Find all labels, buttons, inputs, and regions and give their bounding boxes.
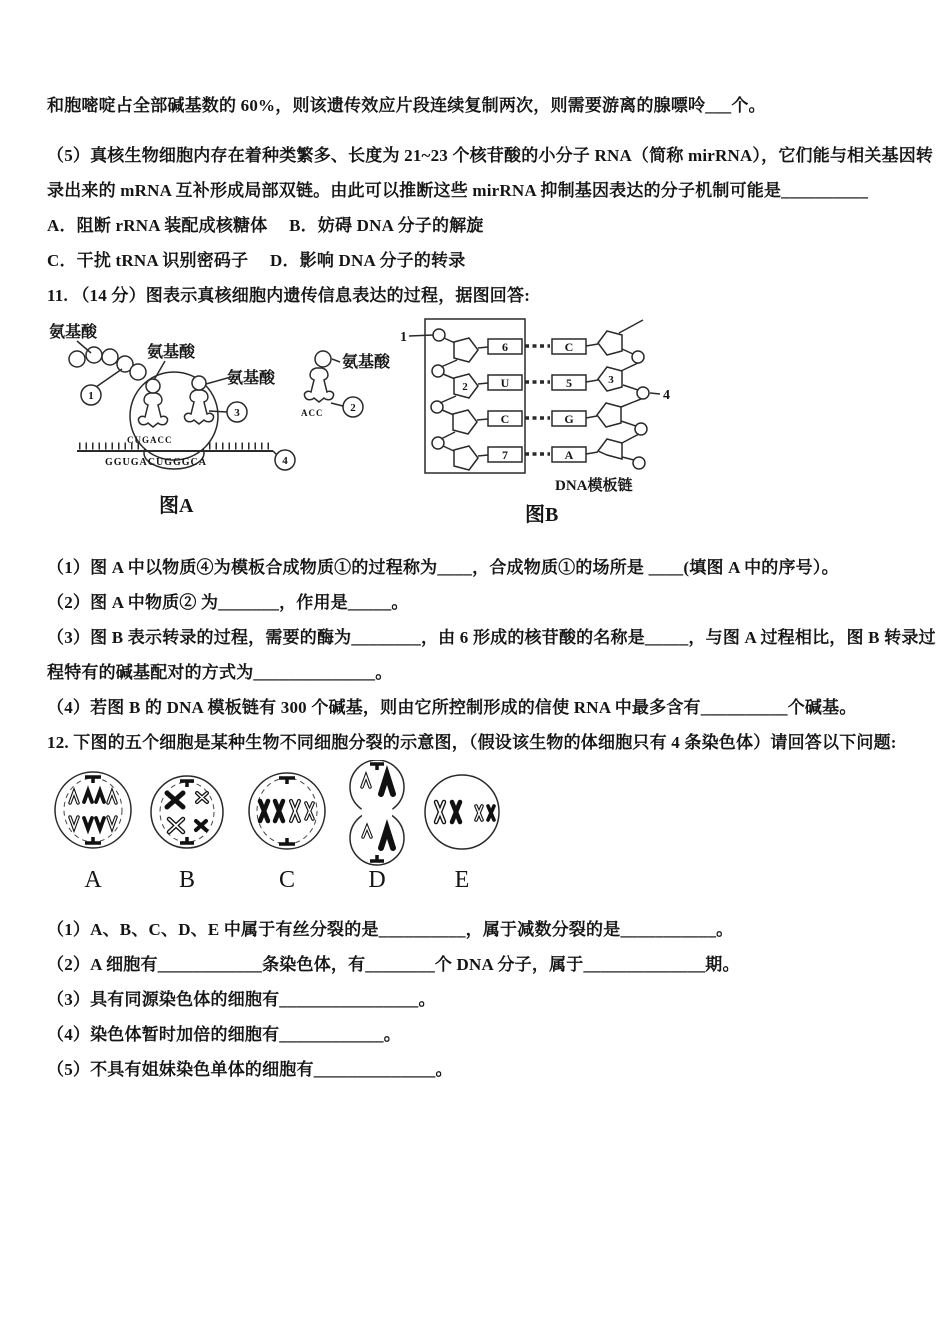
cell-b (151, 776, 223, 848)
q12-sub1: （1）A、B、C、D、E 中属于有丝分裂的是__________，属于减数分裂的是___________。 (47, 920, 734, 939)
dna-base-4: A (564, 448, 574, 462)
q10-item5-line1: （5）真核生物细胞内存在着种类繁多、长度为 21~23 个核苷酸的小分子 RNA（简称 mirRNA），它们能与相关基因转 (47, 146, 934, 165)
rna-base-3: C (500, 412, 510, 426)
amino-acid-label-4: 氨基酸 (342, 354, 391, 371)
q12-sub5: （5）不具有姐妹染色单体的细胞有______________。 (47, 1060, 453, 1079)
amino-acid-label-3: 氨基酸 (227, 370, 276, 387)
amino-acid-on-left-trna (146, 379, 160, 393)
q12-sub3: （3）具有同源染色体的细胞有________________。 (47, 990, 436, 1009)
acc-end-label: ACC (301, 408, 324, 418)
q11-figures (47, 313, 910, 528)
figure-a-translation-diagram (47, 313, 392, 523)
free-trna-icon (304, 368, 333, 402)
cell-division-diagram (47, 760, 507, 892)
cell-a (55, 772, 131, 848)
part-label-1: 1 (400, 330, 407, 345)
callout-4 (273, 450, 295, 470)
cell-c (249, 773, 325, 849)
figure-b-caption: 图B (525, 504, 559, 526)
amino-acid-label-1: 氨基酸 (49, 324, 98, 341)
cell-b-label: B (178, 867, 196, 892)
callout-1 (81, 369, 122, 405)
dna-template-strand (552, 320, 649, 469)
free-amino-acid (315, 351, 331, 367)
part-label-4-group (650, 388, 670, 403)
q10-options-cd: C．干扰 tRNA 识别密码子 D．影响 DNA 分子的转录 (47, 251, 466, 270)
cell-a-label: A (84, 867, 102, 892)
svg-text:4: 4 (282, 455, 288, 467)
polypeptide-chain (69, 347, 146, 380)
dna-base-3: G (564, 412, 574, 426)
amino-acid-on-right-trna (192, 376, 206, 390)
figure-a-caption: 图A (159, 495, 194, 517)
label1-line (409, 335, 433, 336)
rna-base-4: 7 (502, 448, 508, 462)
mrna-sequence: GGUGACUGGGCA (105, 457, 207, 468)
dna-base-2: 5 (566, 376, 572, 390)
q12-sub2: （2）A 细胞有____________条染色体，有________个 DNA 分子，属于______________期。 (47, 955, 740, 974)
amino-acid-label-2: 氨基酸 (147, 344, 196, 361)
q10-tail-text: 和胞嘧啶占全部碱基数的 60%，则该遗传效应片段连续复制两次，则需要游离的腺嘌呤___个。 (47, 96, 766, 115)
callout-2 (331, 397, 363, 417)
q11-sub1: （1）图 A 中以物质④为模板合成物质①的过程称为____，合成物质①的场所是 ____(填图 A 中的序号）。 (47, 558, 839, 577)
label4-pointer (332, 359, 340, 362)
rna-strand (431, 329, 522, 470)
part-label-2: 2 (462, 381, 468, 393)
figure-b-transcription-diagram (395, 313, 675, 528)
q12-sub4: （4）染色体暂时加倍的细胞有____________。 (47, 1025, 401, 1044)
dna-template-label: DNA模板链 (555, 478, 633, 494)
q11-sub4: （4）若图 B 的 DNA 模板链有 300 个碱基，则由它所控制形成的信使 RNA 中最多含有__________个碱基。 (47, 698, 857, 717)
q11-stem: 11. （14 分）图表示真核细胞内遗传信息表达的过程，据图回答: (47, 286, 531, 305)
dna-base-1: C (564, 340, 574, 354)
anticodon-sequence: CUGACC (127, 435, 173, 445)
svg-text:1: 1 (88, 390, 94, 402)
cell-d (350, 760, 404, 865)
part-label-4: 4 (663, 388, 670, 403)
q11-sub2: （2）图 A 中物质② 为_______，作用是_____。 (47, 593, 409, 612)
svg-text:2: 2 (350, 402, 356, 414)
hydrogen-bonds (525, 346, 550, 454)
cell-e (425, 775, 499, 849)
q12-stem: 12. 下图的五个细胞是某种生物不同细胞分裂的示意图，（假设该生物的体细胞只有 4 条染色体）请回答以下问题: (47, 733, 897, 752)
rna-base-2: U (500, 376, 510, 390)
q10-options-ab: A．阻断 rRNA 装配成核糖体 B．妨碍 DNA 分子的解旋 (47, 216, 484, 235)
cell-c-label: C (278, 867, 296, 892)
cell-e-label: E (454, 867, 470, 892)
part-label-3: 3 (608, 374, 614, 386)
q11-sub3-line2: 程特有的碱基配对的方式为______________。 (47, 663, 393, 682)
rna-base-1: 6 (502, 340, 508, 354)
cell-d-label: D (368, 867, 386, 892)
q11-sub3-line1: （3）图 B 表示转录的过程，需要的酶为________，由 6 形成的核苷酸的名称是_____，与图 A 过程相比，图 B 转录过 (47, 628, 936, 647)
q10-item5-line2: 录出来的 mRNA 互补形成局部双链。由此可以推断这些 mirRNA 抑制基因表达的分子机制可能是__________ (47, 181, 869, 200)
svg-text:3: 3 (234, 407, 240, 419)
